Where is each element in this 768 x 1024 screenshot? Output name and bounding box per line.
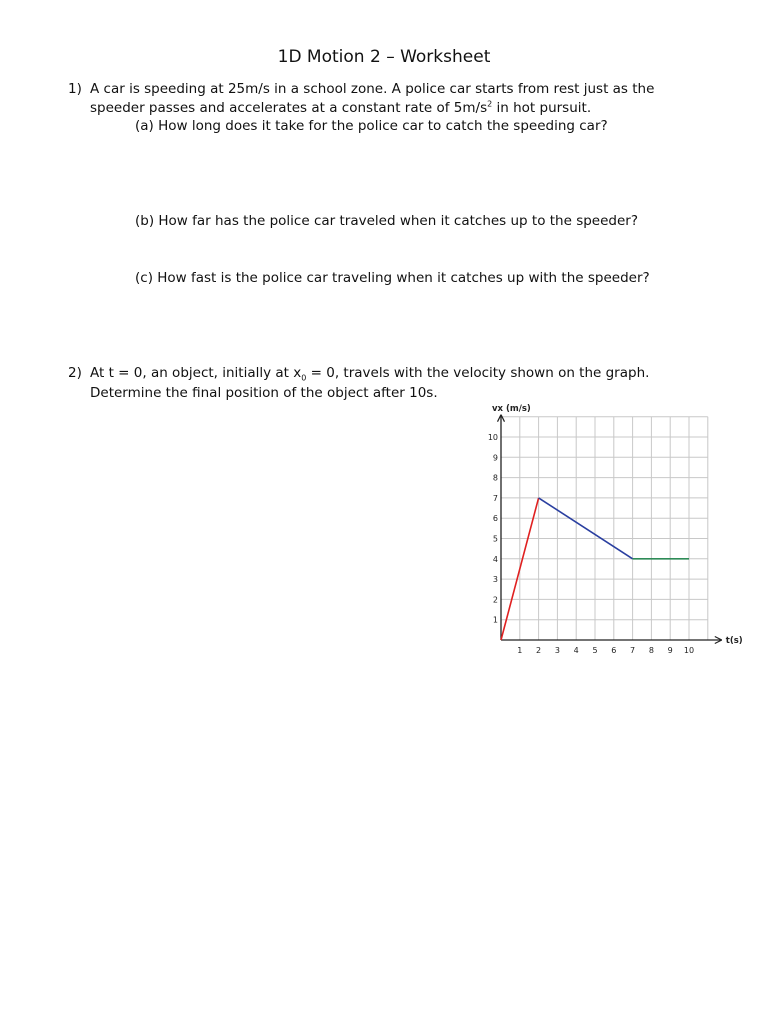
x-tick-label: 4 xyxy=(573,646,579,655)
question-1-line-1: A car is speeding at 25m/s in a school zone. A police car starts from rest just as the xyxy=(90,81,655,97)
question-2-line-1-text: At t = 0, an object, initially at x xyxy=(90,365,302,381)
question-1a: (a) How long does it take for the police car to catch the speeding car? xyxy=(135,118,608,134)
x-tick-label: 1 xyxy=(517,646,523,655)
velocity-segment xyxy=(539,498,633,559)
x-tick-label: 5 xyxy=(592,646,598,655)
question-1-line-2-text: speeder passes and accelerates at a constant rate of 5m/s xyxy=(90,100,488,116)
y-tick-label: 4 xyxy=(492,554,498,564)
y-tick-label: 8 xyxy=(492,473,498,483)
x-axis-label: t(s) xyxy=(725,636,743,646)
y-tick-label: 9 xyxy=(492,453,498,463)
question-2-line-1-end: = 0, travels with the velocity shown on the graph. xyxy=(306,365,650,381)
question-1-line-2 xyxy=(90,99,591,118)
y-tick-label: 10 xyxy=(487,433,498,442)
x-tick-label: 3 xyxy=(554,646,560,655)
question-2-line-1 xyxy=(90,364,649,383)
y-tick-label: 5 xyxy=(492,534,498,544)
x-tick-label: 10 xyxy=(683,646,695,655)
question-1b: (b) How far has the police car traveled when it catches up to the speeder? xyxy=(135,213,639,229)
y-tick-label: 6 xyxy=(492,514,498,524)
x-tick-label: 8 xyxy=(648,646,654,655)
velocity-time-graph xyxy=(478,398,743,658)
y-tick-label: 7 xyxy=(492,493,498,503)
y-tick-label: 3 xyxy=(492,575,498,585)
x-tick-label: 9 xyxy=(667,646,673,655)
y-tick-label: 2 xyxy=(492,595,498,605)
x0-subscript: 0 xyxy=(301,373,307,383)
x-tick-label: 7 xyxy=(630,646,636,655)
y-tick-label: 1 xyxy=(492,615,498,625)
question-1c: (c) How fast is the police car traveling when it catches up with the speeder? xyxy=(135,270,650,286)
question-2-number: 2) xyxy=(68,365,82,381)
x-tick-label: 2 xyxy=(536,646,542,655)
question-2-line-2: Determine the final position of the object after 10s. xyxy=(90,385,438,401)
question-1-number: 1) xyxy=(68,81,82,97)
x-tick-label: 6 xyxy=(611,646,617,655)
worksheet-title: 1D Motion 2 – Worksheet xyxy=(277,47,491,67)
question-1-line-2-end: in hot pursuit. xyxy=(492,100,592,116)
y-axis-label: vx (m/s) xyxy=(492,404,531,414)
squared-superscript: 2 xyxy=(487,99,493,109)
